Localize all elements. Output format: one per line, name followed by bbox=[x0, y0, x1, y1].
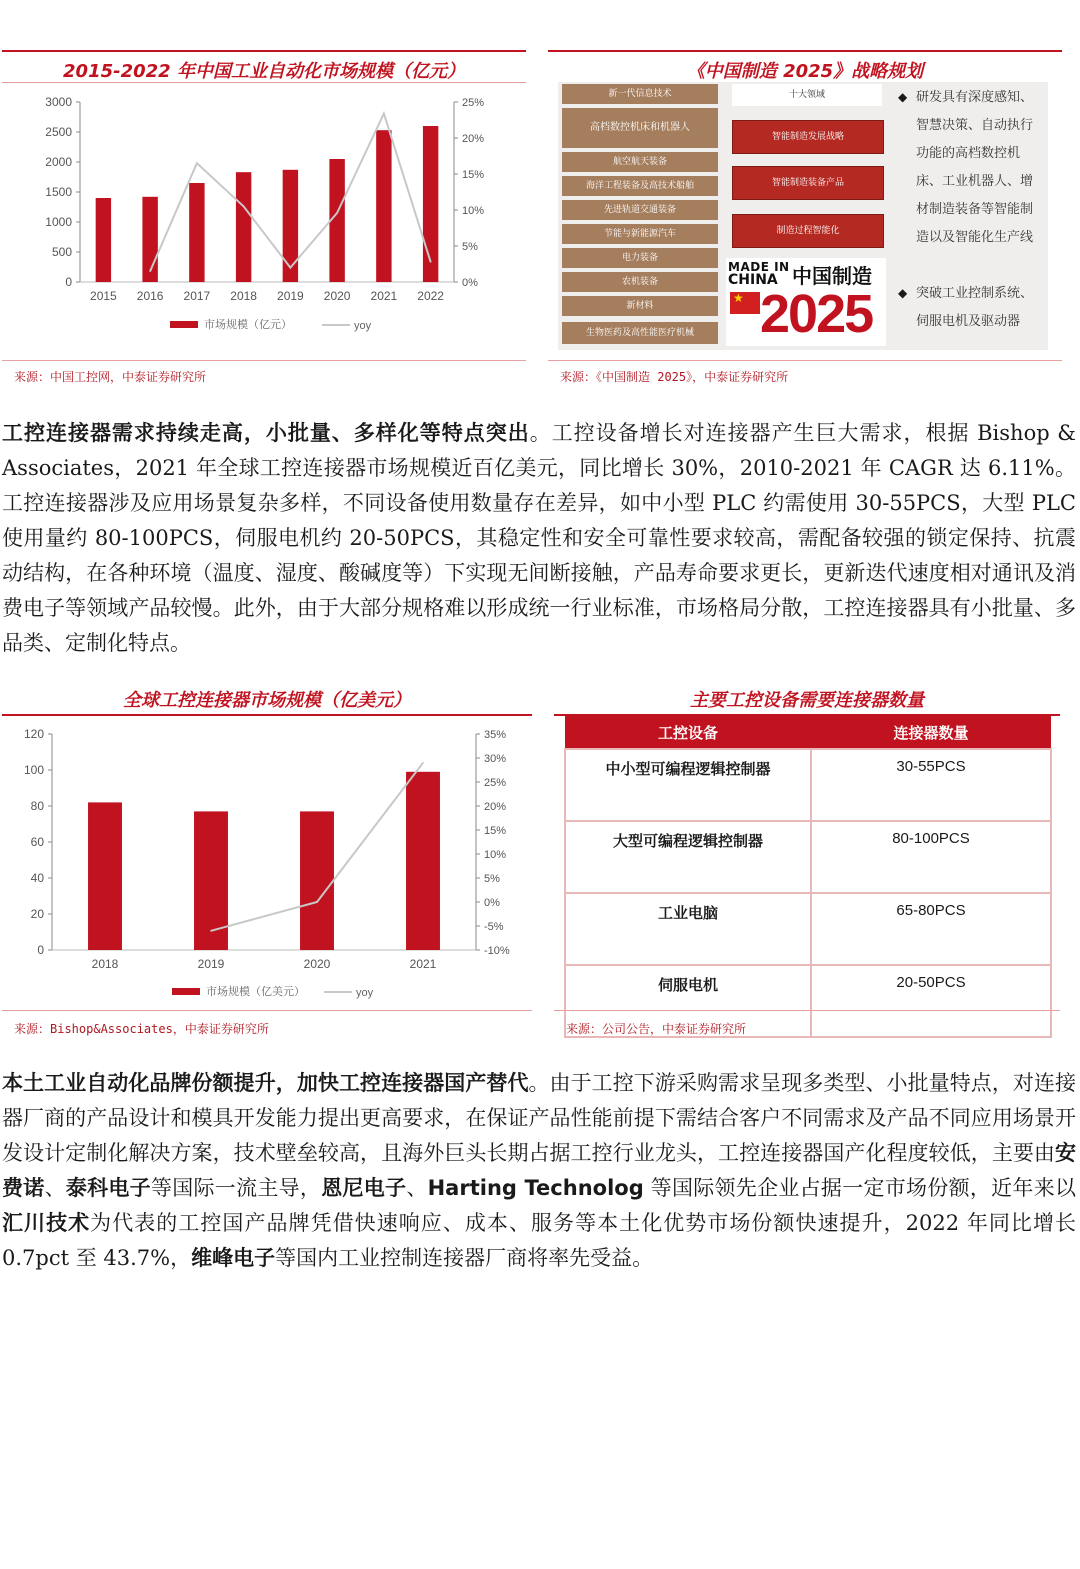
figure-connector-count-table bbox=[554, 682, 1060, 1042]
bar bbox=[236, 172, 251, 282]
y-tick-label: 1500 bbox=[45, 185, 72, 199]
bullet-icon: ◆ bbox=[898, 90, 908, 104]
y-tick-label: 120 bbox=[23, 727, 44, 741]
count-cell: 20-50PCS bbox=[811, 965, 1051, 1037]
yoy-point bbox=[422, 762, 424, 764]
paragraph-text: 、 bbox=[406, 1176, 428, 1200]
bar bbox=[283, 170, 298, 282]
yoy-point bbox=[243, 206, 245, 208]
source-note: 来源：中国工控网，中泰证券研究所 bbox=[14, 370, 207, 384]
legend-bar-swatch bbox=[172, 988, 200, 995]
y2-tick-label: 20% bbox=[484, 801, 507, 813]
logo-made-in: MADE IN bbox=[728, 260, 790, 274]
yoy-point bbox=[210, 930, 212, 932]
paragraph-connector-demand bbox=[2, 416, 1076, 661]
y-tick-label: 500 bbox=[51, 245, 72, 259]
yoy-point bbox=[290, 267, 292, 269]
x-tick-label: 2017 bbox=[183, 289, 211, 303]
bar bbox=[300, 811, 334, 950]
company-name: 安费诺 bbox=[2, 1141, 1076, 1200]
title-rule bbox=[2, 50, 526, 52]
x-tick-label: 2020 bbox=[323, 289, 351, 303]
x-tick-label: 2022 bbox=[417, 289, 444, 303]
title-rule bbox=[2, 714, 532, 716]
company-name: Harting Technolog bbox=[427, 1176, 644, 1200]
legend-line-label: yoy bbox=[354, 320, 372, 332]
device-cell: 大型可编程逻辑控制器 bbox=[565, 821, 811, 893]
figure-title: 《中国制造 2025》战略规划 bbox=[686, 61, 924, 82]
y2-tick-label: 10% bbox=[462, 205, 485, 217]
x-tick-label: 2019 bbox=[197, 957, 225, 971]
x-tick-label: 2018 bbox=[230, 289, 257, 303]
y2-tick-label: -10% bbox=[484, 945, 510, 957]
field-item: 先进轨道交通装备 bbox=[562, 200, 718, 220]
y2-tick-label: 5% bbox=[462, 241, 478, 253]
yoy-point bbox=[196, 162, 198, 164]
mid-item: 智能制造发展战略 bbox=[732, 120, 884, 154]
y2-tick-label: 0% bbox=[484, 897, 500, 909]
made-in-china-2025-logo bbox=[726, 258, 886, 346]
device-cell: 中小型可编程逻辑控制器 bbox=[565, 749, 811, 821]
x-tick-label: 2019 bbox=[277, 289, 304, 303]
paragraph-body: 。工控设备增长对连接器产生巨大需求，根据 Bishop & Associates，2021 年全球工控连接器市场规模近百亿美元，同比增长 30%，2010-2021 年 CAGR 达 6.11%。工控连接器涉及应用场景复杂多样，不同设备使用数量存在差异，如中小型 PLC 约需使用 30-55PCS，大型 PLC 使用量约 80-100PCS，伺服电机约 20-50PCS，其稳定性和安全可靠性要求较高，需配备较强的锁定保持、抗震动结构，在各种环境（温度、湿度、酸碱度等）下实现无间断接触，产品寿命要求更长，更新迭代速度相对通讯及消费电子等领域产品较慢。此外，由于大部分规格难以形成统一行业标准，市场格局分散，工控连接器具有小批量、多品类、定制化特点。 bbox=[2, 421, 1077, 655]
yoy-point bbox=[383, 113, 385, 115]
paragraph-lead: 本土工业自动化品牌份额提升，加快工控连接器国产替代 bbox=[2, 1071, 529, 1095]
x-tick-label: 2021 bbox=[409, 957, 437, 971]
figure-title: 2015-2022 年中国工业自动化市场规模（亿元） bbox=[63, 61, 465, 82]
field-item: 新一代信息技术 bbox=[562, 84, 718, 104]
y2-tick-label: 10% bbox=[484, 849, 507, 861]
legend-bar-swatch bbox=[170, 321, 198, 328]
paragraph-lead: 工控连接器需求持续走高，小批量、多样化等特点突出 bbox=[2, 421, 530, 445]
count-cell: 30-55PCS bbox=[811, 749, 1051, 821]
field-item: 农机装备 bbox=[562, 272, 718, 292]
x-tick-label: 2015 bbox=[90, 289, 117, 303]
field-item: 新材料 bbox=[562, 296, 718, 316]
paragraph-text: 等国际领先企业占据一定市场份额，近年来以 bbox=[643, 1176, 1076, 1200]
y-tick-label: 2500 bbox=[45, 125, 72, 139]
logo-china: CHINA bbox=[728, 272, 778, 288]
y-tick-label: 40 bbox=[30, 871, 44, 885]
y-tick-label: 3000 bbox=[45, 95, 72, 109]
star-icon: ★ bbox=[733, 291, 744, 305]
y2-tick-label: 5% bbox=[484, 873, 500, 885]
mid-item: 制造过程智能化 bbox=[732, 214, 884, 248]
source-rule bbox=[2, 1010, 532, 1011]
source-note: 来源：公司公告，中泰证券研究所 bbox=[566, 1022, 747, 1036]
y2-tick-label: 15% bbox=[484, 825, 507, 837]
x-tick-label: 2020 bbox=[303, 957, 331, 971]
strategy-diagram bbox=[558, 82, 1048, 350]
mid-item: 智能制造装备产品 bbox=[732, 166, 884, 200]
field-item: 生物医药及高性能医疗机械 bbox=[562, 322, 718, 344]
y-tick-label: 0 bbox=[65, 275, 72, 289]
y-tick-label: 80 bbox=[30, 799, 44, 813]
figure-global-connector-chart bbox=[2, 682, 532, 1042]
source-rule bbox=[548, 360, 1062, 361]
bullet-icon: ◆ bbox=[898, 286, 908, 300]
y2-tick-label: 0% bbox=[462, 277, 478, 289]
yoy-point bbox=[430, 261, 432, 263]
y2-tick-label: 35% bbox=[484, 729, 507, 741]
bar bbox=[376, 130, 391, 282]
x-tick-label: 2018 bbox=[91, 957, 119, 971]
device-cell: 伺服电机 bbox=[565, 965, 811, 1037]
company-name: 维峰电子 bbox=[191, 1246, 276, 1270]
field-item: 海洋工程装备及高技术船舶 bbox=[562, 176, 718, 196]
bar bbox=[406, 772, 440, 950]
paragraph-text: 等国内工业控制连接器厂商将率先受益。 bbox=[275, 1246, 654, 1270]
legend-bar-label: 市场规模（亿美元） bbox=[206, 985, 305, 998]
paragraph-domestic-substitution bbox=[2, 1066, 1076, 1276]
table-row bbox=[565, 749, 1051, 821]
source-note: 来源：《中国制造 2025》，中泰证券研究所 bbox=[560, 370, 789, 384]
figure-title: 主要工控设备需要连接器数量 bbox=[690, 690, 924, 711]
company-name: 恩尼电子 bbox=[321, 1176, 407, 1200]
y-tick-label: 1000 bbox=[45, 215, 72, 229]
yoy-point bbox=[336, 212, 338, 214]
field-item: 节能与新能源汽车 bbox=[562, 224, 718, 244]
y-tick-label: 0 bbox=[37, 943, 44, 957]
y2-tick-label: 30% bbox=[484, 753, 507, 765]
y-tick-label: 100 bbox=[23, 763, 44, 777]
y2-tick-label: 25% bbox=[484, 777, 507, 789]
paragraph-text: 、 bbox=[44, 1176, 66, 1200]
device-cell: 工业电脑 bbox=[565, 893, 811, 965]
field-item: 航空航天装备 bbox=[562, 152, 718, 172]
yoy-point bbox=[316, 901, 318, 903]
y2-tick-label: 20% bbox=[462, 133, 485, 145]
connector-count-table bbox=[564, 716, 1052, 1038]
chart-automation-market bbox=[2, 88, 526, 378]
source-rule bbox=[554, 1010, 1060, 1011]
logo-flag bbox=[730, 292, 760, 314]
company-name: 汇川技术 bbox=[2, 1211, 91, 1235]
x-tick-label: 2021 bbox=[370, 289, 398, 303]
paragraph-text: 。由于工控下游采购需求呈现多类型、小批量特点，对连接器厂商的产品设计和模具开发能力提出更高要求，在保证产品性能前提下需结合客户不同需求及产品不同应用场景开发设计定制化解决方案，技术壁垒较高，且海外巨头长期占据工控行业龙头，工控连接器国产化程度较低，主要由 bbox=[2, 1071, 1076, 1165]
y-tick-label: 60 bbox=[30, 835, 44, 849]
y-tick-label: 2000 bbox=[45, 155, 72, 169]
bullet-text: 突破工业控制系统、伺服电机及驱动器 bbox=[916, 286, 1034, 329]
table-header-row bbox=[565, 716, 1051, 749]
mid-header: 十大领域 bbox=[732, 84, 882, 106]
y-tick-label: 20 bbox=[30, 907, 44, 921]
paragraph-text: 为代表的工控国产品牌凭借快速响应、成本、服务等本土化优势市场份额快速提升，2022 年同比增长 0.7pct 至 43.7%， bbox=[2, 1211, 1076, 1270]
paragraph-text: 等国际一流主导， bbox=[150, 1176, 322, 1200]
bar bbox=[194, 811, 228, 950]
bar bbox=[96, 198, 111, 282]
bullet-text: 研发具有深度感知、智慧决策、自动执行功能的高档数控机床、工业机器人、增材制造装备等智能制造以及智能化生产线 bbox=[916, 90, 1034, 245]
legend-line-label: yoy bbox=[356, 987, 374, 999]
y2-tick-label: -5% bbox=[484, 921, 504, 933]
legend-bar-label: 市场规模（亿元） bbox=[204, 318, 292, 331]
source-rule bbox=[2, 360, 526, 361]
table-row bbox=[565, 821, 1051, 893]
x-tick-label: 2016 bbox=[136, 289, 164, 303]
count-cell: 80-100PCS bbox=[811, 821, 1051, 893]
company-name: 泰科电子 bbox=[65, 1176, 151, 1200]
figure-title: 全球工控连接器市场规模（亿美元） bbox=[123, 690, 411, 711]
yoy-point bbox=[149, 270, 151, 272]
figure-industrial-automation-chart bbox=[2, 48, 526, 393]
y2-tick-label: 15% bbox=[462, 169, 485, 181]
logo-year: 2025 bbox=[760, 284, 873, 344]
title-underline bbox=[2, 82, 526, 83]
field-item: 电力装备 bbox=[562, 248, 718, 268]
logo-cn: 中国制造 bbox=[792, 264, 872, 288]
count-cell: 65-80PCS bbox=[811, 893, 1051, 965]
column-header: 工控设备 bbox=[565, 716, 811, 749]
table-row bbox=[565, 893, 1051, 965]
bar bbox=[88, 802, 122, 950]
source-note: 来源：Bishop&Associates，中泰证券研究所 bbox=[14, 1022, 269, 1036]
column-header: 连接器数量 bbox=[811, 716, 1051, 749]
field-item: 高档数控机床和机器人 bbox=[562, 108, 718, 148]
chart-global-connector-market bbox=[2, 718, 532, 1008]
bar bbox=[189, 183, 204, 282]
y2-tick-label: 25% bbox=[462, 97, 485, 109]
figure-made-in-china-2025 bbox=[548, 48, 1062, 393]
title-rule bbox=[548, 50, 1062, 52]
